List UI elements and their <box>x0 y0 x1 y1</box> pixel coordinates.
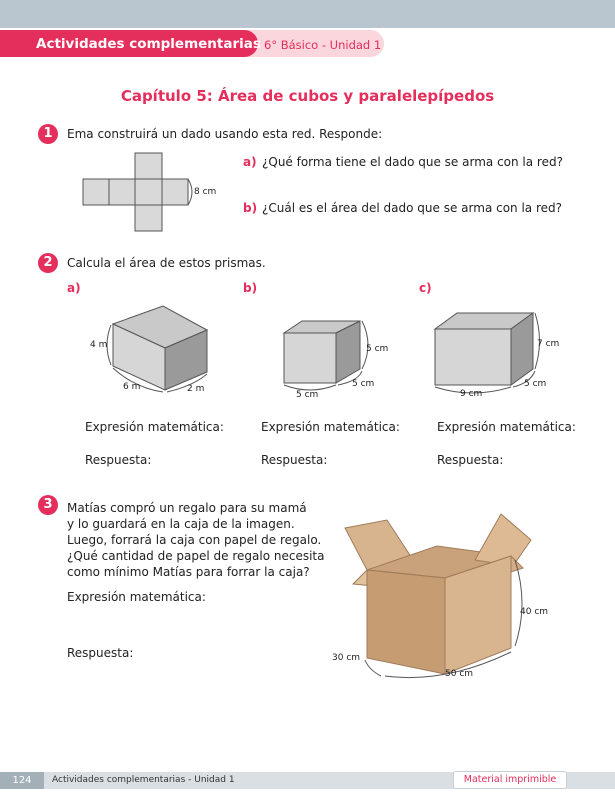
prism-a-answer-label: Respuesta: <box>85 453 152 467</box>
question-1a-text: ¿Qué forma tiene el dado que se arma con la red? <box>262 155 563 169</box>
question-3-expression-label: Expresión matemática: <box>67 590 206 604</box>
prism-c-front-face <box>435 329 511 385</box>
prism-c-answer-label: Respuesta: <box>437 453 504 467</box>
question-2-prompt: Calcula el área de estos prismas. <box>67 256 266 270</box>
box-depth-label: 30 cm <box>332 653 361 663</box>
prism-c-diagram <box>430 307 570 399</box>
prism-c-length-label: 9 cm <box>460 389 483 399</box>
prism-a-diagram <box>85 300 215 396</box>
question-1b-label: b) <box>243 201 258 215</box>
net-dimension-arc <box>188 179 192 205</box>
prism-b-depth-label: 5 cm <box>352 379 375 389</box>
prism-a-height-label: 4 m <box>90 340 108 350</box>
cube-net-diagram <box>80 150 230 232</box>
question-3-line-1: Matías compró un regalo para su mamá <box>67 501 307 515</box>
question-3-answer-label: Respuesta: <box>67 646 134 660</box>
question-1b-text: ¿Cuál es el área del dado que se arma con la red? <box>262 201 563 215</box>
net-face-top <box>135 153 162 179</box>
page-number: 124 <box>0 772 44 789</box>
prism-a-length-label: 6 m <box>123 382 141 392</box>
prism-b-height-label: 5 cm <box>366 344 389 354</box>
net-face-4 <box>162 179 188 205</box>
prism-b-width-label: 5 cm <box>296 390 319 400</box>
prism-a-width-label: 2 m <box>187 384 205 394</box>
net-face-bottom <box>135 205 162 231</box>
prism-b-answer-label: Respuesta: <box>261 453 328 467</box>
question-1-prompt: Ema construirá un dado usando esta red. Responde: <box>67 127 383 141</box>
question-1-number: 1 <box>38 124 58 144</box>
question-3-line-5: como mínimo Matías para forrar la caja? <box>67 565 310 579</box>
material-badge: Material imprimible <box>453 771 567 789</box>
question-3-number: 3 <box>38 495 58 515</box>
top-bar <box>0 0 615 28</box>
prism-c-depth-label: 5 cm <box>524 379 547 389</box>
question-3-line-2: y lo guardará en la caja de la imagen. <box>67 517 295 531</box>
cardboard-box-image <box>325 508 555 684</box>
net-face-1 <box>83 179 109 205</box>
box-height-label: 40 cm <box>520 607 549 617</box>
question-3-line-4: ¿Qué cantidad de papel de regalo necesita <box>67 549 325 563</box>
prism-b-front-face <box>284 333 336 383</box>
prism-a-expression-label: Expresión matemática: <box>85 420 224 434</box>
box-length-label: 50 cm <box>445 669 474 679</box>
prism-b-label: b) <box>243 281 258 295</box>
question-3-prompt <box>67 500 325 580</box>
header-subtitle: 6° Básico - Unidad 1 <box>264 38 382 52</box>
chapter-title: Capítulo 5: Área de cubos y paralelepípedos <box>120 87 495 105</box>
prism-c-height-label: 7 cm <box>537 339 560 349</box>
prism-b-diagram <box>276 313 396 401</box>
question-1a-label: a) <box>243 155 257 169</box>
net-face-3 <box>135 179 162 205</box>
question-2-number: 2 <box>38 253 58 273</box>
net-face-2 <box>109 179 135 205</box>
net-dimension-label: 8 cm <box>194 187 217 197</box>
box-front-face <box>367 570 445 674</box>
question-3-line-3: Luego, forrará la caja con papel de regalo. <box>67 533 322 547</box>
footer-text: Actividades complementarias - Unidad 1 <box>52 775 235 785</box>
prism-c-label: c) <box>419 281 432 295</box>
prism-b-expression-label: Expresión matemática: <box>261 420 400 434</box>
header-title: Actividades complementarias <box>36 36 261 52</box>
prism-a-label: a) <box>67 281 81 295</box>
prism-c-expression-label: Expresión matemática: <box>437 420 576 434</box>
